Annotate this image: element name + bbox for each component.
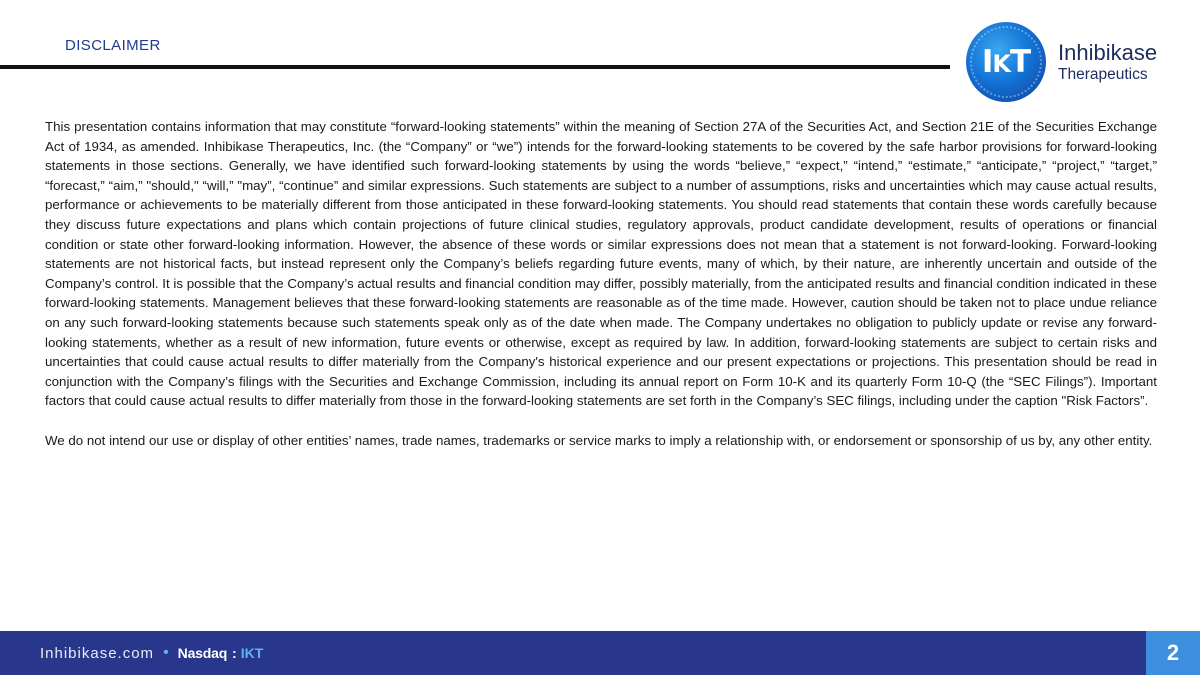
header-divider — [0, 65, 950, 69]
disclaimer-paragraph-forward-looking: This presentation contains information that may constitute “forward-looking statements” within the meaning of Section 27A of the Securities Act, and Section 21E of the Securities Exchange Act of 1934, as amended. Inhibikase Therapeutics, Inc. (the “Company” or “we”) intends for the forward-looking statements to be covered by the safe harbor provisions for forward-looking statements in those sections. Generally, we have identified such forward-looking statements by using the words “believe,” “expect,” “intend,” “estimate,” “anticipate,” “project,” “target,” “forecast,” “aim,” "should," “will,” "may”, “continue” and similar expressions. Such statements are subject to a number of assumptions, risks and uncertainties which may cause actual results, performance or achievements to be materially different from those anticipated in these forward-looking statements. You should read statements that contain these words carefully because they discuss future expectations and plans which contain projections of future clinical studies, regulatory approvals, product candidate development, results of operations or financial condition or state other forward-looking information. However, the absence of these words or similar expressions does not mean that a statement is not forward-looking. Forward-looking statements are not historical facts, but instead represent only the Company’s beliefs regarding future events, many of which, by their nature, are inherently uncertain and outside of the Company’s control. It is possible that the Company’s actual results and financial condition may differ, possibly materially, from the anticipated results and financial condition indicated in these forward-looking statements. Management believes that these forward-looking statements are reasonable as of the time made. However, caution should be taken not to place undue reliance on any such forward-looking statements because such statements speak only as of the date when made. The Company undertakes no obligation to publicly update or revise any forward-looking statements, whether as a result of new information, future events or otherwise, except as required by law. In addition, forward-looking statements are subject to certain risks and uncertainties that could cause actual results to differ materially from the Company's historical experience and our present expectations or projections. This presentation should be read in conjunction with the Company’s filings with the Securities and Exchange Commission, including its annual report on Form 10-K and its quarterly Form 10-Q (the “SEC Filings”). Important factors that could cause actual results to differ materially from those in the forward-looking statements are set forth in the Company’s SEC filings, including under the caption "Risk Factors”. — [45, 119, 1157, 409]
disclaimer-body — [45, 117, 1157, 450]
company-logo — [966, 22, 1176, 102]
nasdaq-logo: Nasdaq — [177, 645, 228, 661]
footer-website-link[interactable]: Inhibikase.com — [40, 644, 155, 662]
page-number: 2 — [1146, 631, 1200, 675]
footer-separator: : — [232, 645, 237, 661]
logo-wordmark — [1058, 42, 1157, 83]
footer-bullet-icon: • — [163, 644, 169, 661]
logo-company-name: Inhibikase — [1058, 40, 1158, 65]
logo-monogram: IKT — [981, 44, 1031, 80]
logo-emblem — [966, 22, 1046, 102]
disclaimer-paragraph-trademarks: We do not intend our use or display of other entities’ names, trade names, trademarks or service marks to imply a relationship with, or endorsement or sponsorship of us by, any other entity. — [45, 432, 1153, 448]
logo-company-subtitle: Therapeutics — [1058, 66, 1148, 83]
stock-ticker: IKT — [240, 645, 264, 661]
footer-bar — [0, 631, 1200, 675]
page-title: DISCLAIMER — [65, 37, 161, 54]
